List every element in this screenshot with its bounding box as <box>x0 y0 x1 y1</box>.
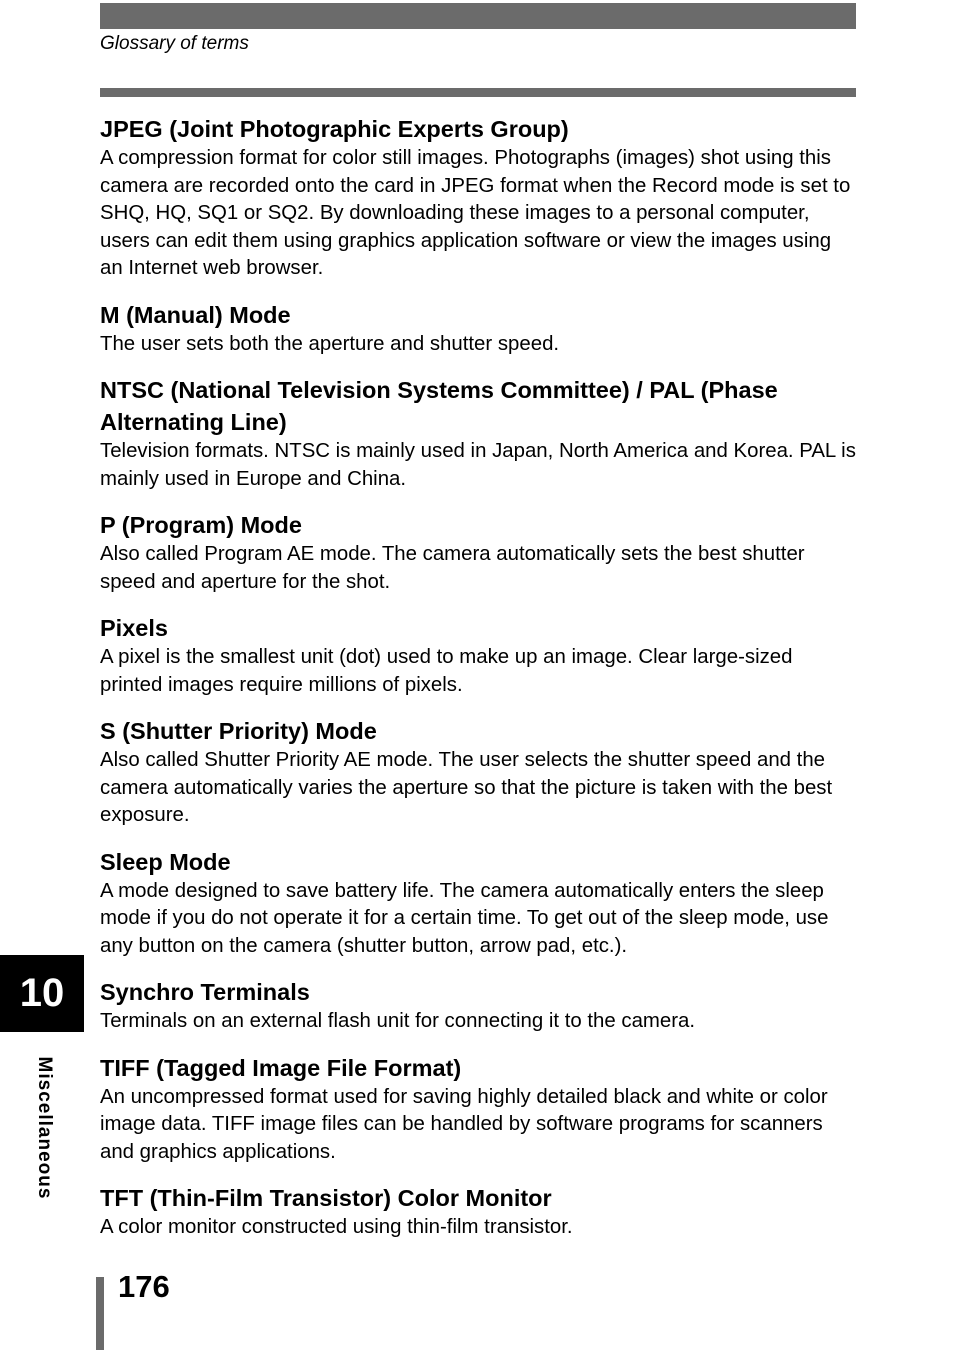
glossary-entry-ntsc-pal <box>100 374 858 493</box>
glossary-term: TFT (Thin-Film Transistor) Color Monitor <box>100 1185 552 1211</box>
chapter-tab <box>0 955 84 1032</box>
glossary-term: S (Shutter Priority) Mode <box>100 718 377 744</box>
glossary-entry-jpeg <box>100 113 858 283</box>
chapter-name: Miscellaneous <box>34 1056 55 1200</box>
glossary-description: Terminals on an external flash unit for connecting it to the camera. <box>100 1010 696 1032</box>
glossary-description: An uncompressed format used for saving highly detailed black and white or color image data. TIFF image files can be handled by software programs for scanners and graphics applications. <box>100 1085 828 1163</box>
page-number: 176 <box>118 1269 170 1304</box>
glossary-term: Pixels <box>100 615 168 641</box>
glossary-description: Also called Shutter Priority AE mode. The user selects the shutter speed and the camera automatically varies the aperture so that the picture is taken with the best exposure. <box>100 749 833 826</box>
glossary-term: Sleep Mode <box>100 848 231 875</box>
glossary-entry-shutter-priority <box>100 715 858 830</box>
glossary-list <box>100 113 858 1258</box>
page-number-bar <box>96 1277 104 1350</box>
glossary-description: Also called Program AE mode. The camera automatically sets the best shutter speed and aperture for the shot. <box>100 543 805 593</box>
header-rule <box>100 88 856 97</box>
glossary-entry-tiff <box>100 1052 858 1167</box>
glossary-entry-pixels <box>100 612 858 699</box>
glossary-term: JPEG (Joint Photographic Experts Group) <box>100 116 569 142</box>
glossary-entry-manual-mode <box>100 299 858 359</box>
glossary-description: A compression format for color still images. Photographs (images) shot using this camera are recorded onto the card in JPEG format when the Record mode is set to SHQ, HQ, SQ1 or SQ2. By downloading these images to a personal computer, users can edit them using graphics application software or view the images using an Internet web browser. <box>100 147 851 279</box>
glossary-description: Television formats. NTSC is mainly used in Japan, North America and Korea. PAL is mainly used in Europe and China. <box>100 440 856 490</box>
glossary-term: P (Program) Mode <box>100 512 302 538</box>
glossary-entry-synchro-terminals <box>100 976 858 1036</box>
glossary-term: M (Manual) Mode <box>100 301 291 328</box>
glossary-term: NTSC (National Television Systems Committee) / PAL (Phase Alternating Line) <box>100 377 778 435</box>
glossary-term: TIFF (Tagged Image File Format) <box>100 1054 462 1081</box>
glossary-entry-program-mode <box>100 509 858 596</box>
chapter-number: 10 <box>19 971 65 1015</box>
glossary-description: The user sets both the aperture and shutter speed. <box>100 332 560 355</box>
glossary-description: A pixel is the smallest unit (dot) used to make up an image. Clear large-sized printed images require millions of pixels. <box>100 646 793 696</box>
section-title: Glossary of terms <box>100 33 249 54</box>
glossary-entry-sleep-mode <box>100 846 858 961</box>
header-bar <box>100 3 856 29</box>
glossary-description: A color monitor constructed using thin-film transistor. <box>100 1216 573 1238</box>
glossary-entry-tft <box>100 1182 858 1242</box>
glossary-term: Synchro Terminals <box>100 979 310 1005</box>
glossary-description: A mode designed to save battery life. The camera automatically enters the sleep mode if you do not operate it for a certain time. To get out of the sleep mode, use any button on the camera (shutter button, arrow pad, etc.). <box>100 879 829 957</box>
